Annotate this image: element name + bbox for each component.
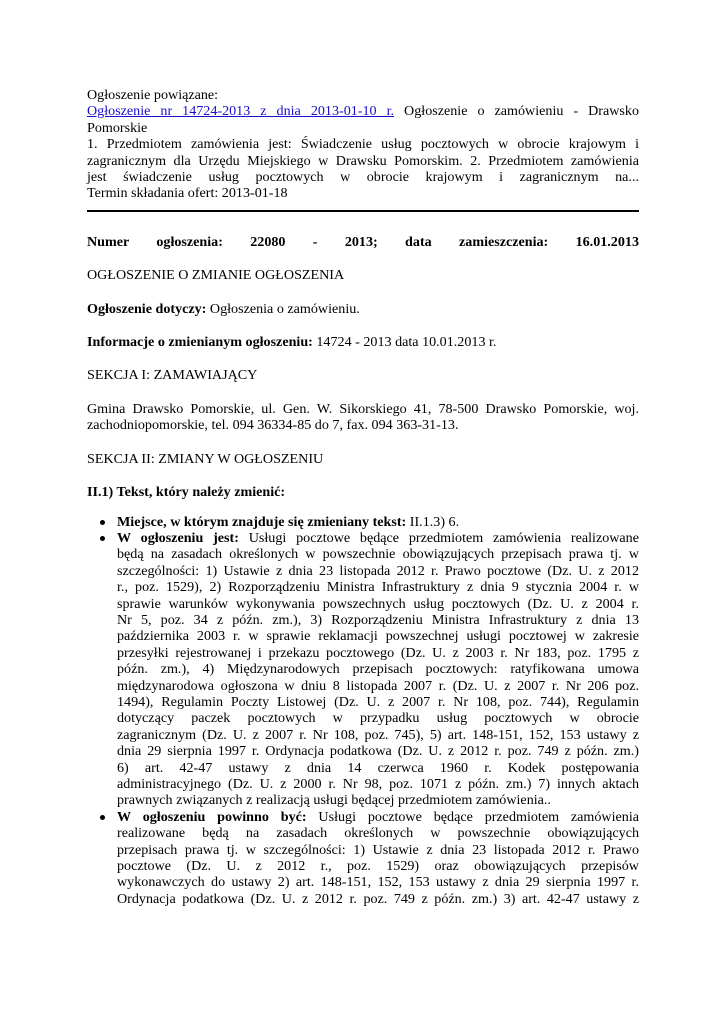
changed-info-value: 14724 - 2013 data 10.01.2013 r. (312, 334, 497, 351)
related-link-suffix: Ogłoszenie o zamówieniu - Drawsko (394, 103, 639, 120)
related-heading: Ogłoszenie powiązane: (87, 87, 219, 103)
changed-info-label: Informacje o zmienianym ogłoszeniu: (87, 334, 313, 351)
bullet-icon (100, 815, 105, 820)
section-2-subtitle: II.1) Tekst, który należy zmienić: (87, 484, 286, 501)
document-page (87, 87, 639, 907)
item-label: Miejsce, w którym znajduje się zmieniany tekst: (117, 513, 407, 530)
item-label: W ogłoszeniu jest: (117, 529, 239, 546)
bullet-icon (100, 536, 105, 541)
related-announcement-link[interactable]: Ogłoszenie nr 14724-2013 z dnia 2013-01-10 r. (87, 103, 395, 120)
concerns-value: Ogłoszenia o zamówieniu. (206, 300, 360, 317)
list-item: W ogłoszeniu powinno być: Usługi pocztowe będące przedmiotem zamówienia realizowane będą na zasadach określonych w powszechnie obowiązujących przepisach prawa tj. w szczególności: 1) Ustawie z dnia 23 listopada 2012 r. Prawo pocztowe (Dz. U. z 2012 r., poz. 1529) oraz obowiązujących przepisów wykonawczych do ustawy 2) art. 148-151, 152, 153 ustawy z dnia 29 sierpnia 1997 r. Ordynacja podatkowa (Dz. U. z 2012 r. poz. 749 z późn. zm.) 3) art. 42-47 ustawy z (87, 809, 639, 907)
changed-info-line (87, 334, 639, 350)
related-deadline: Termin składania ofert: 2013-01-18 (87, 185, 288, 202)
section-1-title: SEKCJA I: ZAMAWIAJĄCY (87, 367, 258, 384)
related-summary-line: jest świadczenie usług pocztowych w obrocie krajowym i zagranicznym na... (87, 169, 639, 186)
list-item: W ogłoszeniu jest: Usługi pocztowe będące przedmiotem zamówienia realizowane będą na zasadach określonych w powszechnie obowiązujących przepisach prawa tj. w szczególności: 1) Ustawie z dnia 23 listopada 2012 r. Prawo pocztowe (Dz. U. z 2012 r., poz. 1529), 2) Rozporządzeniu Ministra Infrastruktury z dnia 9 stycznia 2004 r. w sprawie warunków wykonywania powszechnych usług pocztowych (Dz. U. z 2004 r. Nr 5, poz. 34 z późn. zm.), 3) Rozporządzeniu Ministra Infrastruktury z dnia 13 października 2003 r. w sprawie reklamacji powszechnej usługi pocztowej w zakresie przesyłki rejestrowanej i przekazu pocztowego (Dz. U. z 2003 r. Nr 183, poz. 1795 z późn. zm.), 4) Międzynarodowych przepisach pocztowych: ratyfikowana umowa międzynarodowa ogłoszona w dniu 8 listopada 2007 r. (Dz. U. z 2007 r. Nr 206 poz. 1494), Regulamin Poczty Listowej (Dz. U. z 2007 r. Nr 108, poz. 744), Regulamin dotyczący paczek pocztowych w przypadku usług pocztowych w obrocie zagranicznym (Dz. U. z 2007 r. Nr 108, poz. 745), 5) art. 148-151, 152, 153 ustawy z dnia 29 sierpnia 1997 r. Ordynacja podatkowa (Dz. U. z 2012 r. poz. 749 z późn. zm.) 6) art. 42-47 ustawy z dnia 14 czerwca 1960 r. Kodek postępowania administracyjnego (Dz. U. z 2000 r. Nr 98, poz. 1071 z późn. zm.) 7) innych aktach prawnych związanych z realizacją usługi będącej przedmiotem zamówienia.. (87, 530, 639, 809)
concerns-label: Ogłoszenie dotyczy: (87, 300, 207, 317)
related-link-line (87, 103, 639, 119)
horizontal-divider (87, 210, 639, 212)
announcement-number-line: Numer ogłoszenia: 22080 - 2013; data zamieszczenia: 16.01.2013 (87, 233, 639, 250)
section-2-title: SEKCJA II: ZMIANY W OGŁOSZENIU (87, 450, 324, 467)
related-summary-line: zagranicznym dla Urzędu Miejskiego w Drawsku Pomorskim. 2. Przedmiotem zamówienia (87, 152, 639, 169)
changes-list (87, 514, 639, 908)
related-announcement (87, 87, 639, 202)
contracting-authority-address (87, 401, 639, 434)
announcement-type-title: OGŁOSZENIE O ZMIANIE OGŁOSZENIA (87, 267, 345, 284)
list-item: Miejsce, w którym znajduje się zmieniany tekst: II.1.3) 6. (87, 514, 639, 530)
item-label: W ogłoszeniu powinno być: (117, 808, 307, 825)
concerns-line (87, 301, 639, 317)
bullet-icon (100, 520, 105, 525)
address-line: zachodniopomorskie, tel. 094 36334-85 do 7, fax. 094 363-31-13. (87, 417, 459, 434)
related-summary-line: 1. Przedmiotem zamówienia jest: Świadczenie usług pocztowych w obrocie krajowym i (87, 136, 639, 153)
address-line: Gmina Drawsko Pomorskie, ul. Gen. W. Sikorskiego 41, 78-500 Drawsko Pomorskie, woj. (87, 400, 639, 417)
related-link-suffix-line2: Pomorskie (87, 119, 148, 136)
